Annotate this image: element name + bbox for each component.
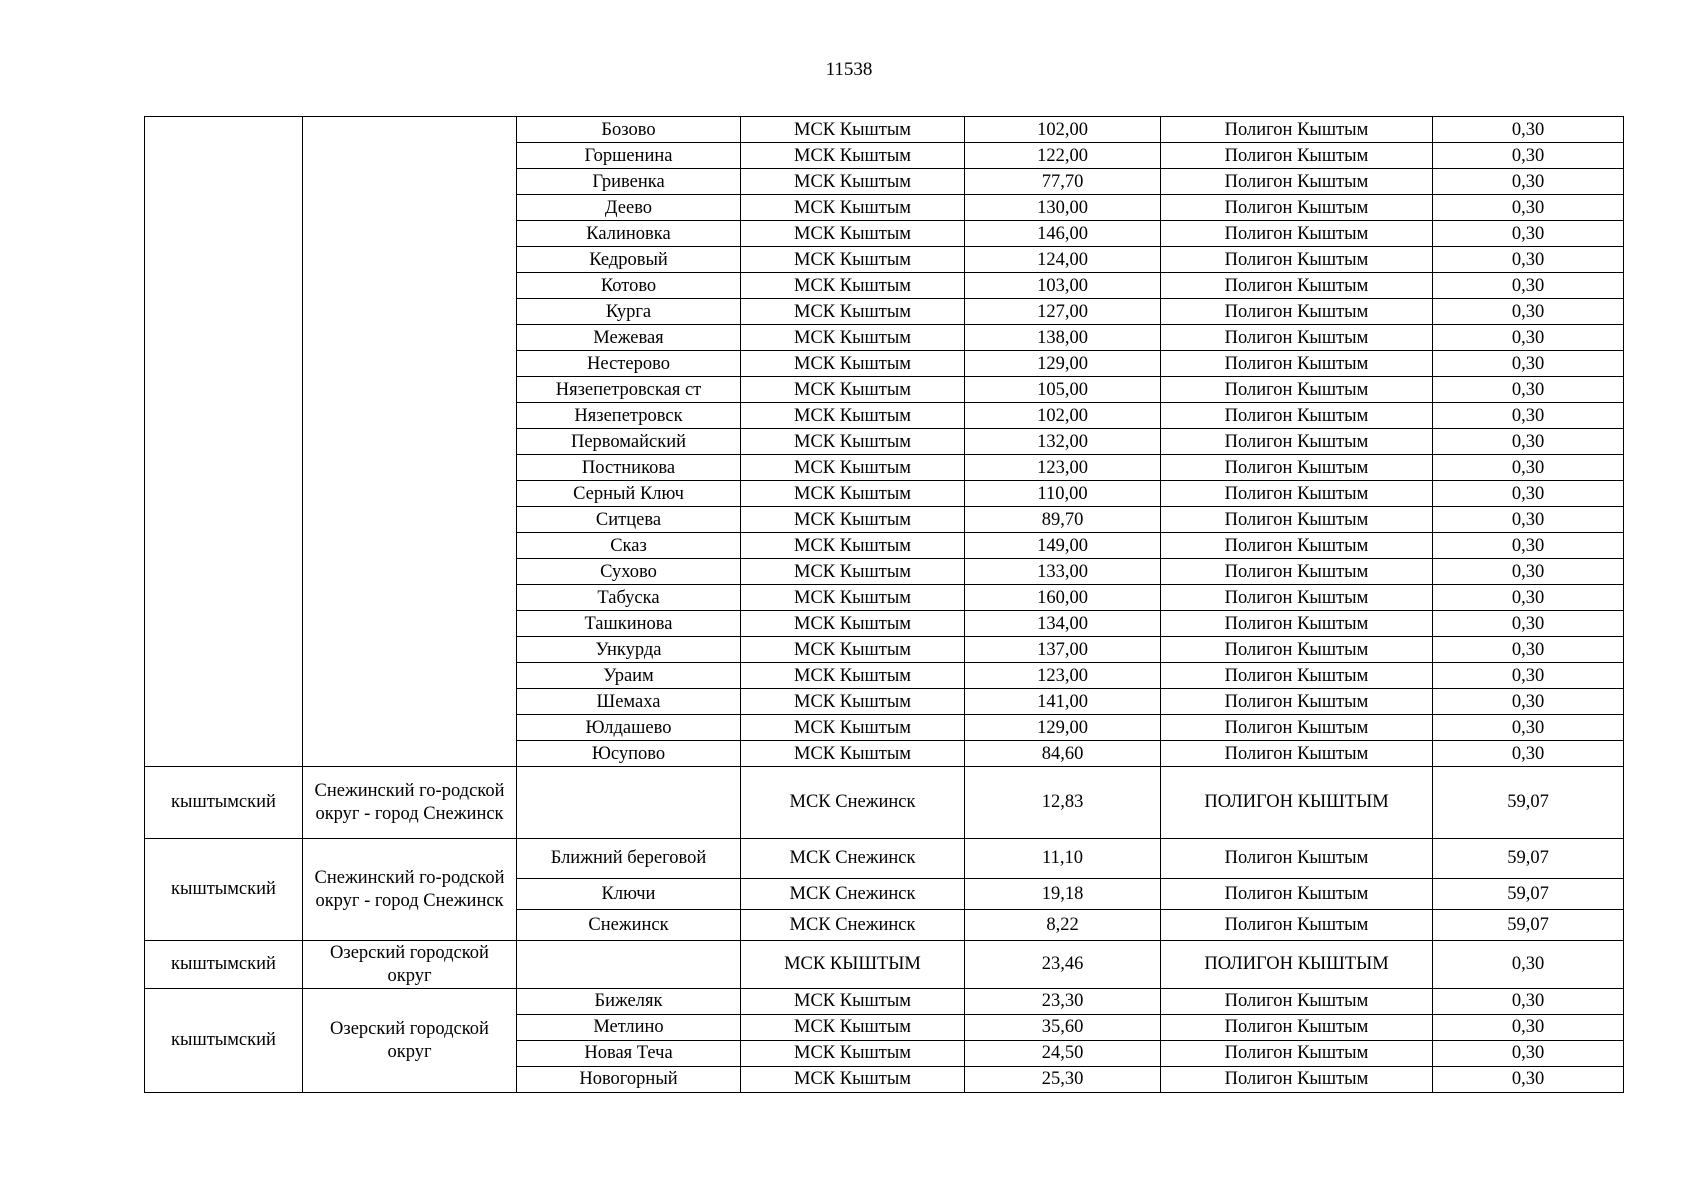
cell-settlement <box>517 941 741 989</box>
cell-distance: 89,70 <box>965 507 1161 533</box>
cell-distance: 138,00 <box>965 325 1161 351</box>
cell-district: Озерский городской округ <box>303 941 517 989</box>
cell-settlement: Шемаха <box>517 689 741 715</box>
cell-source: МСК Снежинск <box>741 767 965 839</box>
cell-settlement: Новогорный <box>517 1067 741 1093</box>
cell-source: МСК Кыштым <box>741 741 965 767</box>
cell-volume: 0,30 <box>1433 1041 1624 1067</box>
cell-volume: 0,30 <box>1433 429 1624 455</box>
cell-settlement: Первомайский <box>517 429 741 455</box>
cell-destination: Полигон Кыштым <box>1161 559 1433 585</box>
cell-source: МСК Кыштым <box>741 195 965 221</box>
cell-destination: Полигон Кыштым <box>1161 839 1433 879</box>
cell-source: МСК Кыштым <box>741 1041 965 1067</box>
cell-distance: 12,83 <box>965 767 1161 839</box>
cell-source: МСК Кыштым <box>741 611 965 637</box>
cell-zone: кыштымский <box>145 941 303 989</box>
cell-distance: 146,00 <box>965 221 1161 247</box>
cell-destination: Полигон Кыштым <box>1161 429 1433 455</box>
cell-settlement: Калиновка <box>517 221 741 247</box>
cell-volume: 59,07 <box>1433 910 1624 941</box>
cell-distance: 110,00 <box>965 481 1161 507</box>
cell-volume: 0,30 <box>1433 637 1624 663</box>
cell-zone: кыштымский <box>145 839 303 941</box>
cell-destination: Полигон Кыштым <box>1161 715 1433 741</box>
cell-volume: 0,30 <box>1433 715 1624 741</box>
cell-volume: 0,30 <box>1433 481 1624 507</box>
cell-distance: 137,00 <box>965 637 1161 663</box>
cell-volume: 59,07 <box>1433 839 1624 879</box>
table-row <box>145 989 1624 1015</box>
cell-volume: 0,30 <box>1433 941 1624 989</box>
cell-source: МСК Кыштым <box>741 1067 965 1093</box>
cell-destination: Полигон Кыштым <box>1161 325 1433 351</box>
cell-distance: 122,00 <box>965 143 1161 169</box>
cell-distance: 35,60 <box>965 1015 1161 1041</box>
cell-volume: 0,30 <box>1433 169 1624 195</box>
cell-volume: 0,30 <box>1433 689 1624 715</box>
cell-destination: Полигон Кыштым <box>1161 195 1433 221</box>
cell-source: МСК Кыштым <box>741 325 965 351</box>
cell-source: МСК Кыштым <box>741 689 965 715</box>
cell-source: МСК Кыштым <box>741 221 965 247</box>
cell-distance: 24,50 <box>965 1041 1161 1067</box>
cell-source: МСК Кыштым <box>741 989 965 1015</box>
cell-distance: 124,00 <box>965 247 1161 273</box>
cell-source: МСК Кыштым <box>741 559 965 585</box>
cell-settlement: Котово <box>517 273 741 299</box>
cell-volume: 0,30 <box>1433 559 1624 585</box>
cell-settlement: Нязепетровск <box>517 403 741 429</box>
cell-district: Снежинский го-родской округ - город Снежинск <box>303 767 517 839</box>
cell-distance: 149,00 <box>965 533 1161 559</box>
cell-destination: ПОЛИГОН КЫШТЫМ <box>1161 767 1433 839</box>
cell-zone: кыштымский <box>145 767 303 839</box>
cell-distance: 133,00 <box>965 559 1161 585</box>
cell-distance: 103,00 <box>965 273 1161 299</box>
cell-settlement: Снежинск <box>517 910 741 941</box>
cell-source: МСК КЫШТЫМ <box>741 941 965 989</box>
cell-source: МСК Кыштым <box>741 663 965 689</box>
cell-volume: 0,30 <box>1433 377 1624 403</box>
cell-source: МСК Снежинск <box>741 879 965 910</box>
cell-distance: 127,00 <box>965 299 1161 325</box>
cell-destination: Полигон Кыштым <box>1161 1041 1433 1067</box>
cell-distance: 102,00 <box>965 403 1161 429</box>
cell-destination: Полигон Кыштым <box>1161 247 1433 273</box>
cell-source: МСК Кыштым <box>741 143 965 169</box>
cell-destination: Полигон Кыштым <box>1161 403 1433 429</box>
cell-volume: 0,30 <box>1433 455 1624 481</box>
cell-volume: 0,30 <box>1433 533 1624 559</box>
cell-settlement: Нестерово <box>517 351 741 377</box>
cell-destination: Полигон Кыштым <box>1161 455 1433 481</box>
cell-settlement: Ункурда <box>517 637 741 663</box>
cell-destination: Полигон Кыштым <box>1161 143 1433 169</box>
cell-volume: 59,07 <box>1433 767 1624 839</box>
cell-volume: 0,30 <box>1433 325 1624 351</box>
cell-volume: 0,30 <box>1433 663 1624 689</box>
table-row-total <box>145 941 1624 989</box>
cell-distance: 77,70 <box>965 169 1161 195</box>
cell-district: Озерский городской округ <box>303 989 517 1093</box>
cell-volume: 0,30 <box>1433 1067 1624 1093</box>
cell-settlement: Курга <box>517 299 741 325</box>
cell-settlement: Новая Теча <box>517 1041 741 1067</box>
cell-source: МСК Кыштым <box>741 403 965 429</box>
cell-source: МСК Кыштым <box>741 117 965 143</box>
cell-distance: 130,00 <box>965 195 1161 221</box>
cell-volume: 0,30 <box>1433 507 1624 533</box>
page-number: 11538 <box>825 59 873 80</box>
cell-settlement: Метлино <box>517 1015 741 1041</box>
cell-volume: 0,30 <box>1433 221 1624 247</box>
cell-distance: 160,00 <box>965 585 1161 611</box>
cell-settlement: Табуска <box>517 585 741 611</box>
cell-destination: Полигон Кыштым <box>1161 533 1433 559</box>
cell-settlement: Постникова <box>517 455 741 481</box>
cell-source: МСК Кыштым <box>741 169 965 195</box>
cell-settlement: Деево <box>517 195 741 221</box>
cell-settlement: Юлдашево <box>517 715 741 741</box>
cell-distance: 129,00 <box>965 351 1161 377</box>
cell-destination: Полигон Кыштым <box>1161 611 1433 637</box>
cell-volume: 0,30 <box>1433 351 1624 377</box>
cell-settlement: Сказ <box>517 533 741 559</box>
cell-zone-empty <box>145 117 303 767</box>
cell-settlement: Юсупово <box>517 741 741 767</box>
cell-distance: 132,00 <box>965 429 1161 455</box>
cell-destination: Полигон Кыштым <box>1161 481 1433 507</box>
cell-distance: 84,60 <box>965 741 1161 767</box>
cell-destination: Полигон Кыштым <box>1161 221 1433 247</box>
cell-settlement: Серный Ключ <box>517 481 741 507</box>
cell-district-empty <box>303 117 517 767</box>
cell-distance: 141,00 <box>965 689 1161 715</box>
cell-source: МСК Кыштым <box>741 585 965 611</box>
cell-distance: 102,00 <box>965 117 1161 143</box>
cell-source: МСК Кыштым <box>741 1015 965 1041</box>
cell-settlement: Ураим <box>517 663 741 689</box>
cell-destination: Полигон Кыштым <box>1161 1067 1433 1093</box>
cell-volume: 0,30 <box>1433 403 1624 429</box>
cell-destination: Полигон Кыштым <box>1161 169 1433 195</box>
cell-settlement: Ташкинова <box>517 611 741 637</box>
cell-source: МСК Кыштым <box>741 715 965 741</box>
cell-destination: Полигон Кыштым <box>1161 377 1433 403</box>
cell-volume: 0,30 <box>1433 299 1624 325</box>
cell-destination: Полигон Кыштым <box>1161 689 1433 715</box>
cell-volume: 0,30 <box>1433 611 1624 637</box>
cell-distance: 11,10 <box>965 839 1161 879</box>
cell-settlement: Бижеляк <box>517 989 741 1015</box>
cell-destination: Полигон Кыштым <box>1161 989 1433 1015</box>
cell-volume: 0,30 <box>1433 117 1624 143</box>
cell-source: МСК Кыштым <box>741 533 965 559</box>
cell-destination: Полигон Кыштым <box>1161 585 1433 611</box>
cell-distance: 129,00 <box>965 715 1161 741</box>
cell-distance: 105,00 <box>965 377 1161 403</box>
cell-destination: Полигон Кыштым <box>1161 910 1433 941</box>
cell-destination: ПОЛИГОН КЫШТЫМ <box>1161 941 1433 989</box>
cell-settlement: Горшенина <box>517 143 741 169</box>
cell-source: МСК Кыштым <box>741 455 965 481</box>
cell-settlement: Сухово <box>517 559 741 585</box>
cell-source: МСК Кыштым <box>741 481 965 507</box>
cell-volume: 59,07 <box>1433 879 1624 910</box>
cell-zone: кыштымский <box>145 989 303 1093</box>
table-row-total <box>145 767 1624 839</box>
cell-destination: Полигон Кыштым <box>1161 741 1433 767</box>
cell-destination: Полигон Кыштым <box>1161 351 1433 377</box>
cell-volume: 0,30 <box>1433 989 1624 1015</box>
cell-source: МСК Кыштым <box>741 507 965 533</box>
cell-settlement: Кедровый <box>517 247 741 273</box>
cell-source: МСК Кыштым <box>741 351 965 377</box>
cell-settlement <box>517 767 741 839</box>
cell-volume: 0,30 <box>1433 195 1624 221</box>
cell-volume: 0,30 <box>1433 1015 1624 1041</box>
cell-destination: Полигон Кыштым <box>1161 273 1433 299</box>
cell-settlement: Гривенка <box>517 169 741 195</box>
cell-distance: 123,00 <box>965 663 1161 689</box>
cell-volume: 0,30 <box>1433 247 1624 273</box>
cell-destination: Полигон Кыштым <box>1161 299 1433 325</box>
cell-volume: 0,30 <box>1433 273 1624 299</box>
cell-distance: 134,00 <box>965 611 1161 637</box>
cell-settlement: Бозово <box>517 117 741 143</box>
cell-distance: 19,18 <box>965 879 1161 910</box>
cell-settlement: Межевая <box>517 325 741 351</box>
cell-settlement: Ситцева <box>517 507 741 533</box>
cell-volume: 0,30 <box>1433 741 1624 767</box>
cell-source: МСК Снежинск <box>741 910 965 941</box>
cell-volume: 0,30 <box>1433 585 1624 611</box>
cell-source: МСК Кыштым <box>741 377 965 403</box>
cell-volume: 0,30 <box>1433 143 1624 169</box>
cell-distance: 8,22 <box>965 910 1161 941</box>
cell-source: МСК Кыштым <box>741 299 965 325</box>
cell-destination: Полигон Кыштым <box>1161 507 1433 533</box>
cell-source: МСК Кыштым <box>741 273 965 299</box>
cell-destination: Полигон Кыштым <box>1161 1015 1433 1041</box>
cell-distance: 25,30 <box>965 1067 1161 1093</box>
cell-destination: Полигон Кыштым <box>1161 637 1433 663</box>
cell-settlement: Ключи <box>517 879 741 910</box>
cell-distance: 23,30 <box>965 989 1161 1015</box>
cell-settlement: Нязепетровская ст <box>517 377 741 403</box>
cell-source: МСК Кыштым <box>741 429 965 455</box>
waste-transport-table <box>144 116 1624 1093</box>
cell-distance: 23,46 <box>965 941 1161 989</box>
cell-source: МСК Кыштым <box>741 637 965 663</box>
cell-source: МСК Снежинск <box>741 839 965 879</box>
cell-destination: Полигон Кыштым <box>1161 117 1433 143</box>
table-row <box>145 117 1624 143</box>
cell-destination: Полигон Кыштым <box>1161 879 1433 910</box>
cell-source: МСК Кыштым <box>741 247 965 273</box>
cell-distance: 123,00 <box>965 455 1161 481</box>
table-row <box>145 839 1624 879</box>
cell-district: Снежинский го-родской округ - город Снежинск <box>303 839 517 941</box>
cell-settlement: Ближний береговой <box>517 839 741 879</box>
cell-destination: Полигон Кыштым <box>1161 663 1433 689</box>
